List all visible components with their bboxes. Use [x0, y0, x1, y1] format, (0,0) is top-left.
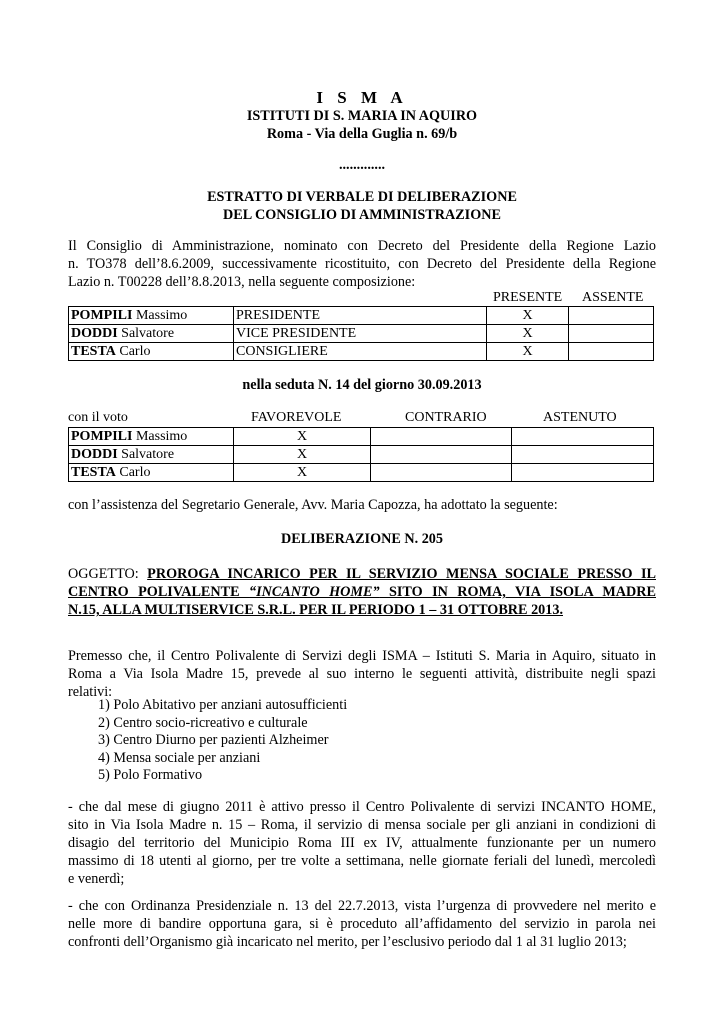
text-line: Lazio n. T00228 dell’8.8.2013, nella seguente composizione: — [68, 274, 416, 290]
member-name: Massimo — [135, 307, 188, 323]
member-cell — [69, 428, 234, 446]
column-header-presente: PRESENTE — [493, 290, 563, 305]
member-cell — [69, 464, 234, 482]
oggetto-text: PROROGA INCARICO PER IL SERVIZIO MENSA SOCIALE PRESSO IL — [147, 566, 656, 582]
favorevole-cell: X — [234, 428, 371, 446]
member-surname: DODDI — [71, 446, 118, 462]
paragraph-ordinanza — [68, 897, 656, 951]
member-cell — [69, 343, 234, 361]
presente-cell: X — [487, 343, 569, 361]
table-row — [69, 325, 654, 343]
table-row — [69, 446, 654, 464]
member-surname: DODDI — [71, 325, 118, 341]
text-line: Premesso che, il Centro Polivalente di Servizi degli ISMA – Istituti S. Maria in Aquiro, situato in — [68, 648, 656, 664]
oggetto-text: SITO IN ROMA, VIA ISOLA MADRE — [379, 584, 656, 600]
activities-list — [98, 697, 347, 785]
text-line: - che dal mese di giugno 2011 è attivo presso il Centro Polivalente di servizi INCANTO HOME, — [68, 799, 656, 815]
table-row — [69, 428, 654, 446]
oggetto-text: N.15, ALLA MULTISERVICE S.R.L. PER IL PERIODO 1 – 31 OTTOBRE 2013. — [68, 602, 563, 618]
astenuto-cell — [512, 446, 654, 464]
list-item: 3) Centro Diurno per pazienti Alzheimer — [98, 732, 329, 748]
member-surname: TESTA — [71, 464, 116, 480]
seduta-line: nella seduta N. 14 del giorno 30.09.2013 — [242, 377, 482, 393]
premesso-paragraph — [68, 647, 656, 701]
intro-paragraph — [68, 237, 656, 291]
member-surname: POMPILI — [71, 428, 133, 444]
contrario-cell — [371, 428, 512, 446]
text-line: sito in Via Isola Madre n. 15 – Roma, il servizio di mensa sociale per gli anziani in condizioni di — [68, 817, 656, 833]
astenuto-cell — [512, 428, 654, 446]
attendance-table — [68, 306, 654, 361]
table-row — [69, 343, 654, 361]
member-surname: TESTA — [71, 343, 116, 359]
text-line: n. TO378 dell’8.6.2009, successivamente ricostituito, con Decreto del Presidente della Regione — [68, 256, 656, 272]
paragraph-giugno-2011 — [68, 798, 656, 888]
column-header-assente: ASSENTE — [582, 290, 644, 305]
organization-address: Roma - Via della Guglia n. 69/b — [266, 126, 458, 142]
text-line: confronti dell’Organismo già incaricato nel merito, per l’esclusivo periodo dal 1 al 31 luglio 2013; — [68, 934, 627, 950]
list-item: 5) Polo Formativo — [98, 767, 203, 783]
assente-cell — [569, 343, 654, 361]
role-cell: CONSIGLIERE — [234, 343, 487, 361]
oggetto-italic-text: “INCANTO HOME” — [249, 584, 380, 600]
text-line: massimo di 18 utenti al giorno, per tre volte a settimana, nelle giornate feriali del lunedì, mercoledì — [68, 853, 656, 869]
favorevole-cell: X — [234, 464, 371, 482]
document-heading-2: DEL CONSIGLIO DI AMMINISTRAZIONE — [223, 207, 501, 223]
separator-dots: ............. — [338, 157, 386, 173]
text-line: relativi: — [68, 684, 113, 700]
text-line: - che con Ordinanza Presidenziale n. 13 del 22.7.2013, vista l’urgenza di provvedere nel merito e — [68, 898, 656, 914]
favorevole-cell: X — [234, 446, 371, 464]
vote-label: con il voto — [68, 410, 128, 425]
oggetto-label: OGGETTO: — [68, 566, 139, 582]
contrario-cell — [371, 464, 512, 482]
member-name: Salvatore — [121, 325, 175, 341]
column-header-astenuto: ASTENUTO — [543, 410, 617, 425]
list-item: 2) Centro socio-ricreativo e culturale — [98, 714, 308, 731]
list-item: 1) Polo Abitativo per anziani autosufficienti — [98, 697, 348, 713]
oggetto-line — [68, 601, 656, 619]
column-header-contrario: CONTRARIO — [405, 410, 487, 425]
assistenza-line: con l’assistenza del Segretario Generale, Avv. Maria Capozza, ha adottato la seguente: — [68, 497, 558, 513]
oggetto-line — [68, 583, 656, 601]
text-line: Roma a Via Isola Madre 15, prevede al suo interno le seguenti attività, distribuite negli spazi — [68, 666, 656, 682]
column-header-favorevole: FAVOREVOLE — [251, 410, 342, 425]
oggetto-text: CENTRO POLIVALENTE — [68, 584, 250, 600]
oggetto-line — [68, 565, 656, 583]
contrario-cell — [371, 446, 512, 464]
document-heading-1: ESTRATTO DI VERBALE DI DELIBERAZIONE — [207, 189, 517, 205]
text-line: disagio del territorio del Municipio Roma III ex IV, attualmente funzionante per un numero — [68, 835, 656, 851]
member-cell — [69, 325, 234, 343]
table-row — [69, 307, 654, 325]
presente-cell: X — [487, 325, 569, 343]
astenuto-cell — [512, 464, 654, 482]
role-cell: VICE PRESIDENTE — [234, 325, 487, 343]
assente-cell — [569, 307, 654, 325]
vote-table — [68, 427, 654, 482]
member-name: Carlo — [119, 343, 151, 359]
page-title: I S M A — [316, 88, 408, 107]
text-line: e venerdì; — [68, 871, 125, 887]
member-cell — [69, 446, 234, 464]
deliberazione-number: DELIBERAZIONE N. 205 — [280, 531, 443, 547]
role-cell: PRESIDENTE — [234, 307, 487, 325]
text-line: Il Consiglio di Amministrazione, nominato con Decreto del Presidente della Regione Lazio — [68, 238, 656, 254]
member-name: Massimo — [135, 428, 188, 444]
oggetto-block — [68, 565, 656, 619]
presente-cell: X — [487, 307, 569, 325]
list-item: 4) Mensa sociale per anziani — [98, 749, 261, 766]
member-surname: POMPILI — [71, 307, 133, 323]
member-name: Salvatore — [121, 446, 175, 462]
organization-name: ISTITUTI DI S. MARIA IN AQUIRO — [246, 108, 478, 124]
member-cell — [69, 307, 234, 325]
text-line: nelle more di bandire opportuna gara, si è proceduto all’affidamento del servizio in parola nei — [68, 916, 656, 932]
member-name: Carlo — [119, 464, 151, 480]
table-row — [69, 464, 654, 482]
assente-cell — [569, 325, 654, 343]
